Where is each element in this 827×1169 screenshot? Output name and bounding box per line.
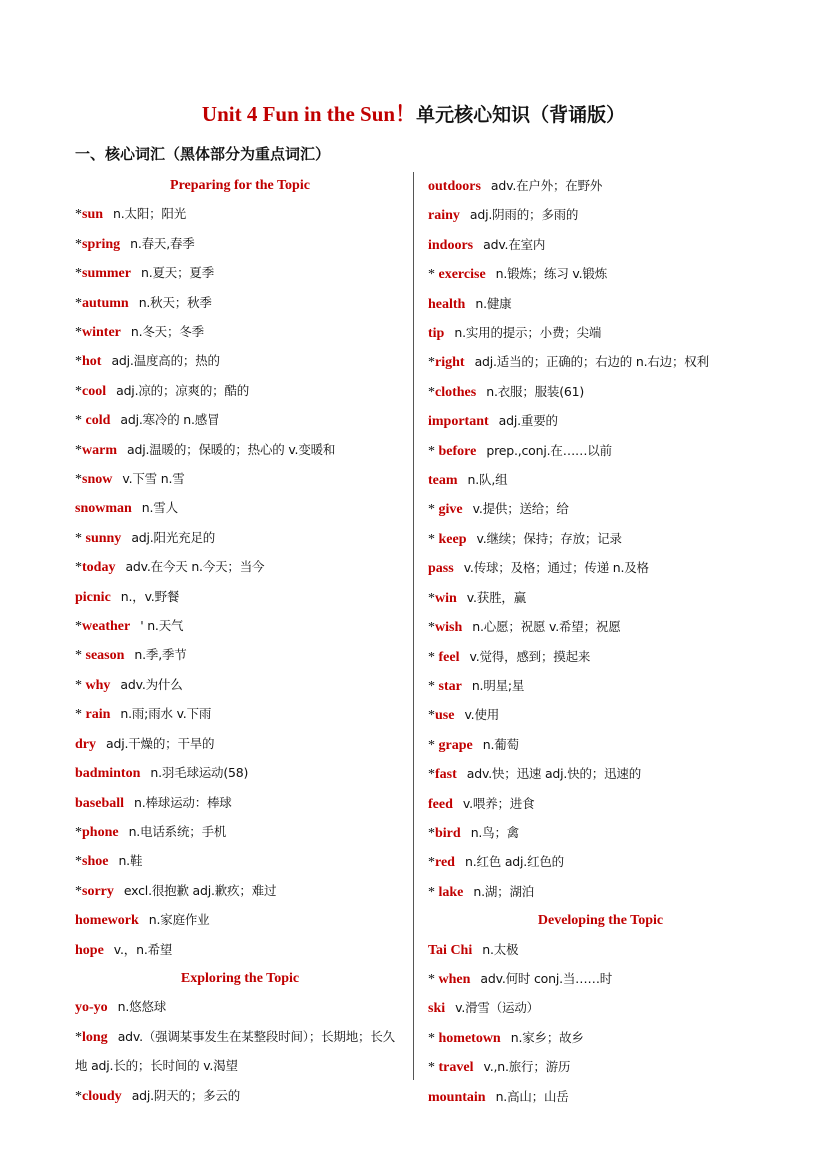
vocab-entry xyxy=(75,789,405,818)
vocab-entry xyxy=(75,700,405,729)
vocab-word: give xyxy=(438,502,463,518)
key-word-marker: * xyxy=(428,443,439,459)
vocab-definition: n.雨;雨水 v.下雨 xyxy=(120,706,212,722)
vocab-definition: n.羽毛球运动(58) xyxy=(150,765,249,781)
key-word-marker: * xyxy=(428,678,439,694)
vocab-definition: v.滑雪（运动） xyxy=(455,1000,539,1016)
vocab-definition: adj.重要的 xyxy=(498,413,558,429)
vocab-definition: n.秋天；秋季 xyxy=(138,294,212,310)
vocab-definition: adj.阴天的；多云的 xyxy=(131,1087,241,1103)
vocab-word: fast xyxy=(435,767,457,783)
vocab-definition: n.锻炼；练习 v.锻炼 xyxy=(495,266,608,282)
vocab-definition: adv.在今天 n.今天；当今 xyxy=(125,559,265,575)
vocab-entry xyxy=(75,847,405,876)
vocab-definition: v.下雪 n.雪 xyxy=(122,471,185,487)
vocab-word: cold xyxy=(85,413,111,429)
vocab-entry xyxy=(75,259,405,288)
vocab-definition: v.提供；送给；给 xyxy=(472,501,569,517)
vocab-definition: v.觉得，感到；摸起来 xyxy=(469,648,591,664)
vocab-entry xyxy=(75,818,405,847)
vocab-entry xyxy=(428,701,773,730)
vocab-word: why xyxy=(85,677,111,693)
vocab-word: exercise xyxy=(438,267,486,283)
vocab-definition: adj.阳光充足的 xyxy=(131,529,216,545)
vocab-entry xyxy=(428,319,773,348)
vocab-definition: adv.为什么 xyxy=(120,676,183,692)
vocab-definition: ' n.天气 xyxy=(140,618,184,634)
key-word-marker: * xyxy=(75,707,86,723)
vocab-definition: adj.凉的；凉爽的；酷的 xyxy=(116,382,250,398)
key-word-marker: * xyxy=(75,1088,82,1104)
subsection-heading: Developing the Topic xyxy=(537,913,664,929)
vocab-definition: adj.温度高的；热的 xyxy=(111,353,220,369)
vocab-entry xyxy=(428,172,773,201)
vocab-entry xyxy=(428,819,773,848)
vocab-entry xyxy=(428,1083,773,1112)
vocab-definition: n.雪人 xyxy=(141,500,178,516)
vocab-entry xyxy=(428,260,773,289)
key-word-marker: * xyxy=(428,884,439,900)
key-word-marker: * xyxy=(75,883,82,899)
key-word-marker: * xyxy=(428,620,435,636)
vocab-word: health xyxy=(428,296,466,312)
vocab-definition: n.家庭作业 xyxy=(148,912,210,928)
key-word-marker: * xyxy=(428,531,439,547)
vocab-word: indoors xyxy=(428,237,474,253)
key-word-marker: * xyxy=(428,855,435,871)
vocab-entry xyxy=(428,848,773,877)
vocab-word: sunny xyxy=(85,530,122,546)
vocab-definition: adv.在室内 xyxy=(483,236,546,252)
vocab-word: grape xyxy=(438,737,473,753)
vocab-word: dry xyxy=(75,736,96,752)
key-word-marker: * xyxy=(428,649,439,665)
vocab-entry xyxy=(428,290,773,319)
vocab-definition: n.冬天；冬季 xyxy=(130,324,204,340)
section-title: 一、核心词汇（黑体部分为重点词汇） xyxy=(75,145,331,163)
vocab-word: hometown xyxy=(438,1030,501,1046)
vocab-definition: adj.干燥的；干旱的 xyxy=(106,735,215,751)
vocab-column-right xyxy=(428,172,773,1112)
vocab-entry xyxy=(428,878,773,907)
key-word-marker: * xyxy=(428,971,439,987)
key-word-marker: * xyxy=(75,824,82,840)
vocab-entry xyxy=(75,730,405,759)
vocab-word: Tai Chi xyxy=(428,942,473,958)
key-word-marker: * xyxy=(75,295,82,311)
vocab-word: rain xyxy=(85,707,111,723)
vocab-entry xyxy=(75,877,405,906)
vocab-definition: n.鸟；禽 xyxy=(470,824,520,840)
vocab-definition: n.高山；山岳 xyxy=(495,1088,569,1104)
vocab-definition: n.明星;星 xyxy=(471,677,525,693)
vocab-entry xyxy=(428,407,773,436)
vocab-word: rainy xyxy=(428,208,460,224)
key-word-marker: * xyxy=(75,207,82,223)
vocab-entry xyxy=(428,554,773,583)
vocab-entry xyxy=(75,671,405,700)
vocab-word: yo-yo xyxy=(75,1000,108,1016)
vocab-definition: v.,n.旅行；游历 xyxy=(483,1059,571,1075)
vocab-definition: n.夏天；夏季 xyxy=(141,265,214,281)
vocab-entry xyxy=(75,347,405,376)
vocab-word: team xyxy=(428,473,458,489)
vocab-definition: v.获胜，赢 xyxy=(466,589,526,605)
vocab-entry xyxy=(75,936,405,965)
vocab-entry xyxy=(428,613,773,642)
vocab-definition: v.继续；保持；存放；记录 xyxy=(476,530,622,546)
vocab-entry xyxy=(75,583,405,612)
vocab-word: star xyxy=(438,678,462,694)
vocab-definition: n.太阳；阳光 xyxy=(113,206,187,222)
vocab-word: ski xyxy=(428,1001,446,1017)
vocab-definition: n.队,组 xyxy=(467,472,508,488)
vocab-definition: n.电话系统；手机 xyxy=(128,823,227,839)
key-word-marker: * xyxy=(75,854,82,870)
key-word-marker: * xyxy=(428,737,439,753)
vocab-entry xyxy=(428,378,773,407)
key-word-marker: * xyxy=(75,413,86,429)
vocab-definition: n.红色 adj.红色的 xyxy=(464,854,564,870)
vocab-entry xyxy=(428,525,773,554)
vocab-definition: excl.很抱歉 adj.歉疚；难过 xyxy=(123,882,277,898)
vocab-definition: adv.在户外；在野外 xyxy=(490,178,603,193)
vocab-definition: adv.快；迅速 adj.快的；迅速的 xyxy=(466,766,641,782)
vocab-word: badminton xyxy=(75,766,141,782)
vocab-word: summer xyxy=(82,266,131,282)
vocab-definition: n.葡萄 xyxy=(482,736,519,752)
vocab-entry xyxy=(428,731,773,760)
vocab-definition: n.实用的提示；小费；尖端 xyxy=(454,325,602,341)
key-word-marker: * xyxy=(75,266,82,282)
vocab-word: long xyxy=(82,1029,108,1045)
vocab-word: baseball xyxy=(75,795,125,811)
vocab-entry xyxy=(75,318,405,347)
vocab-definition: v.喂养；进食 xyxy=(462,795,535,811)
vocab-entry xyxy=(428,495,773,524)
vocab-column-left xyxy=(75,172,405,1111)
vocab-entry xyxy=(428,672,773,701)
vocab-entry xyxy=(75,612,405,641)
key-word-marker: * xyxy=(428,502,439,518)
key-word-marker: * xyxy=(75,530,86,546)
vocab-definition: n.太极 xyxy=(482,941,519,957)
vocab-word: right xyxy=(435,355,465,371)
vocab-entry xyxy=(428,643,773,672)
vocab-word: red xyxy=(435,855,455,871)
vocab-word: season xyxy=(85,648,125,664)
vocab-definition: adj.阴雨的；多雨的 xyxy=(469,207,579,223)
vocab-definition: adv.（强调某事发生在某整段时间）；长期地；长久地 adj.长的；长时间的 v.渴望 xyxy=(75,1028,395,1074)
vocab-entry xyxy=(75,200,405,229)
vocab-definition: n.鞋 xyxy=(118,853,143,869)
key-word-marker: * xyxy=(75,560,82,576)
key-word-marker: * xyxy=(75,472,82,488)
key-word-marker: * xyxy=(428,825,435,841)
key-word-marker: * xyxy=(75,354,82,370)
vocab-entry xyxy=(75,289,405,318)
vocab-word: warm xyxy=(82,442,117,458)
vocab-entry xyxy=(428,760,773,789)
vocab-entry xyxy=(75,406,405,435)
subsection-heading: Preparing for the Topic xyxy=(170,178,310,193)
vocab-definition: v.使用 xyxy=(464,707,500,723)
vocab-word: before xyxy=(438,443,477,459)
vocab-word: weather xyxy=(82,619,131,635)
key-word-marker: * xyxy=(428,708,435,724)
vocab-entry xyxy=(428,994,773,1023)
vocab-entry xyxy=(428,790,773,819)
vocab-word: shoe xyxy=(82,854,109,870)
vocab-entry xyxy=(75,436,405,465)
vocab-entry xyxy=(75,494,405,523)
vocab-entry xyxy=(75,377,405,406)
vocab-word: feed xyxy=(428,796,453,812)
vocab-entry xyxy=(428,348,773,377)
key-word-marker: * xyxy=(75,648,86,664)
key-word-marker: * xyxy=(428,590,435,606)
vocab-entry xyxy=(75,759,405,788)
key-word-marker: * xyxy=(75,677,86,693)
vocab-word: picnic xyxy=(75,589,111,605)
key-word-marker: * xyxy=(428,384,435,400)
vocab-word: clothes xyxy=(435,384,477,400)
vocab-entry xyxy=(428,437,773,466)
vocab-word: keep xyxy=(438,531,467,547)
vocab-entry xyxy=(428,1053,773,1082)
vocab-entry xyxy=(75,1023,405,1082)
vocab-word: win xyxy=(435,590,457,606)
vocab-definition: n.家乡；故乡 xyxy=(510,1029,584,1045)
vocab-word: homework xyxy=(75,913,139,929)
key-word-marker: * xyxy=(75,325,82,341)
vocab-entry xyxy=(75,641,405,670)
key-word-marker: * xyxy=(75,1029,82,1045)
key-word-marker: * xyxy=(428,355,435,371)
vocab-definition: n.季,季节 xyxy=(134,647,187,663)
vocab-entry xyxy=(428,1024,773,1053)
vocab-definition: adj.适当的；正确的；右边的 n.右边；权利 xyxy=(474,354,709,370)
vocab-word: cloudy xyxy=(82,1088,122,1104)
vocab-definition: prep.,conj.在……以前 xyxy=(486,442,612,458)
vocab-entry xyxy=(428,584,773,613)
vocab-entry xyxy=(75,524,405,553)
key-word-marker: * xyxy=(428,767,435,783)
vocab-word: pass xyxy=(428,561,454,577)
vocab-word: sorry xyxy=(82,883,114,899)
vocab-entry xyxy=(428,936,773,965)
vocab-word: bird xyxy=(435,825,461,841)
vocab-entry xyxy=(428,965,773,994)
vocab-word: snow xyxy=(82,472,113,488)
vocab-definition: n.悠悠球 xyxy=(117,999,167,1015)
vocab-definition: adj.温暖的；保暖的；热心的 v.变暖和 xyxy=(127,441,336,457)
vocab-entry xyxy=(75,1082,405,1111)
subsection-heading: Exploring the Topic xyxy=(180,970,300,986)
vocab-word: snowman xyxy=(75,501,132,517)
vocab-word: phone xyxy=(82,824,119,840)
vocab-word: use xyxy=(435,708,455,724)
vocab-entry xyxy=(75,553,405,582)
key-word-marker: * xyxy=(428,1060,439,1076)
key-word-marker: * xyxy=(75,442,82,458)
key-word-marker: * xyxy=(75,619,82,635)
key-word-marker: * xyxy=(75,236,82,252)
vocab-definition: n.衣服；服装(61) xyxy=(486,383,585,399)
vocab-word: outdoors xyxy=(428,179,481,194)
vocab-word: tip xyxy=(428,326,445,342)
title-english: Unit 4 Fun in the Sun！ xyxy=(201,102,417,126)
vocab-definition: n.春天,春季 xyxy=(130,235,195,251)
vocab-definition: n.健康 xyxy=(475,295,512,311)
vocab-entry xyxy=(428,231,773,260)
vocab-word: today xyxy=(82,560,116,576)
vocab-word: mountain xyxy=(428,1089,486,1105)
vocab-word: hot xyxy=(82,354,102,370)
column-divider xyxy=(413,172,414,1080)
vocab-definition: v.传球；及格；通过；传递 n.及格 xyxy=(463,560,649,576)
vocab-word: sun xyxy=(82,207,104,223)
vocab-entry xyxy=(75,993,405,1022)
key-word-marker: * xyxy=(428,267,439,283)
vocab-word: cool xyxy=(82,383,107,399)
vocab-word: winter xyxy=(82,325,121,341)
vocab-definition: n.，v.野餐 xyxy=(120,588,180,604)
vocab-entry xyxy=(428,466,773,495)
vocab-word: wish xyxy=(435,620,463,636)
vocab-definition: n.湖；湖泊 xyxy=(473,883,535,899)
vocab-entry xyxy=(75,465,405,494)
key-word-marker: * xyxy=(428,1030,439,1046)
vocab-word: important xyxy=(428,414,489,430)
vocab-definition: v.，n.希望 xyxy=(113,941,173,957)
vocab-word: autumn xyxy=(82,295,129,311)
vocab-word: lake xyxy=(438,884,464,900)
vocab-entry xyxy=(75,906,405,935)
vocab-definition: n.棒球运动：棒球 xyxy=(134,794,232,810)
vocab-definition: n.心愿；祝愿 v.希望；祝愿 xyxy=(472,619,621,635)
vocab-word: travel xyxy=(438,1060,474,1076)
vocab-definition: adj.寒冷的 n.感冒 xyxy=(120,412,220,428)
title-chinese: 单元核心知识（背诵版） xyxy=(416,104,626,126)
vocab-word: when xyxy=(438,971,471,987)
vocab-definition: adv.何时 conj.当……时 xyxy=(480,970,613,986)
vocab-entry xyxy=(75,230,405,259)
vocab-word: spring xyxy=(82,236,121,252)
vocab-entry xyxy=(428,201,773,230)
document-title xyxy=(0,98,827,128)
vocab-word: feel xyxy=(438,649,460,665)
vocab-word: hope xyxy=(75,942,104,958)
key-word-marker: * xyxy=(75,383,82,399)
